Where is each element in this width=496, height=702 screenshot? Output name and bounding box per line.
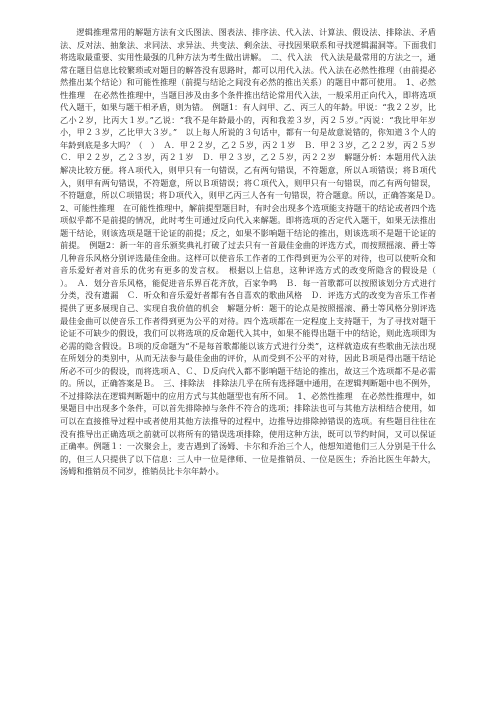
document-body: [60, 26, 453, 478]
body-paragraph: 逻辑推理常用的解题方法有文氏图法、图表法、排序法、代入法、计算法、假设法、排除法、矛盾法、反对法、抽象法、求同法、求异法、共变法、剩余法、寻找因果联系和寻找逻辑漏洞等。下面我们将选取最重要、实用性最强的几种方法为考生做出讲解。 二、代入法 代入法是最常用的方法之一，通常在题目信息比较繁琐或对题目的解答没有思路时，都可以用代入法。代入法在必然性推理（由前提必然推出某个结论）和可能性推理（前提与结论之间没有必然的推出关系）的题目中都可使用。 1、必然性推理 在必然性推理中，当题目涉及由多个条件推出结论常用代入法，一般采用正向代入，即将选项代入题干，如果与题干相矛盾，则为错。 例题1：有人问甲、乙、丙三人的年龄。甲说：“我２２岁，比乙小２岁，比丙大１岁。”乙说：“我不是年龄最小的，丙和我差３岁，丙２５岁。”丙说：“我比甲年岁小，甲２３岁，乙比甲大３岁。” 以上每人所说的３句话中，都有一句是故意说错的，你知道３个人的年龄到底是多大吗？（ ） Ａ．甲２２岁，乙２５岁，丙２１岁 Ｂ．甲２３岁，乙２２岁，丙２５岁 Ｃ．甲２２岁，乙２３岁，丙２１岁 Ｄ．甲２３岁，乙２５岁，丙２２岁 解题分析：本题用代入法解决比较方便。将Ａ项代入，则甲只有一句错误，乙有两句错误，不符题意，所以Ａ项错误；将Ｂ项代入，则甲有两句错误，不符题意，所以Ｂ项错误；将Ｃ项代入，则甲只有一句错误，而乙有两句错误，不符题意，所以Ｃ项错误；将Ｄ项代入，则甲乙丙三人各有一句错误，符合题意。所以，正确答案是Ｄ。 2、可能性推理 在可能性推理中，解前提型题目时，有时会出现多个选项能支持题干的结论或者四个选项似乎都不是前提的情况，此时考生可通过反向代入来解题。即将选项的否定代入题干，如果无法推出题干结论，则该选项是题干论证的前提；反之，如果不影响题干结论的推出，则该选项不是题干论证的前提。 例题2：新一年的音乐颁奖典礼打破了过去只有一首最佳金曲的评选方式，而按照摇滚、爵士等几种音乐风格分别评选最佳金曲。这样可以使音乐工作者的工作得到更为公平的对待，也可以使听众和音乐爱好者对音乐的优劣有更多的发言权。 根据以上信息，这种评选方式的改变所隐含的假设是（ ）。 Ａ．划分音乐风格，能促进音乐界百花齐放，百家争鸣 Ｂ．每一首歌都可以按照该划分方式进行分类，没有遗漏 Ｃ．听众和音乐爱好者都有各自喜欢的歌曲风格 Ｄ．评选方式的改变为音乐工作者提供了更多展现自己、实现自我价值的机会 解题分析：题干的论点是按照摇滚、爵士等风格分别评选最佳金曲可以使音乐工作者得到更为公平的对待。四个选项都在一定程度上支持题干，为了寻找对题干论证不可缺少的假设，我们可以将选项的反命题代入其中，如果不能得出题干中的结论，则此选项即为必需的隐含假设。Ｂ项的反命题为“不是每首歌都能以该方式进行分类”，这样就造成有些歌曲无法出现在所划分的类别中，从而无法参与最佳金曲的评价，从而受到不公平的对待，因此Ｂ项是得出题干结论所必不可少的假设，而将选项Ａ、Ｃ、Ｄ反向代入都不影响题干结论的推出，故这三个选项都不是必需的。所以，正确答案是Ｂ。 三、排除法 排除法几乎在所有选择题中通用，在逻辑判断题中也不例外，不过排除法在逻辑判断题中的应用方式与其他题型也有所不同。 1、必然性推理 在必然性推理中，如果题目中出现多个条件，可以首先排除掉与条件不符合的选项；排除法也可与其他方法相结合使用，如可以在直接推导过程中或者使用其他方法推导的过程中，边推导边排除掉错误的选项。有些题目往往在没有推导出正确选项之前就可以将所有的错误选项排除，使用这种方法，既可以节约时间，又可以保证正确率。例题１：一次聚会上，麦吉遇到了汤姆、卡尔和乔治三个人，他想知道他们三人分别是干什么的，但三人只提供了以下信息：三人中一位是律师、一位是推销员、一位是医生；乔治比医生年龄大，汤姆和推销员不同岁，推销员比卡尔年龄小。: [60, 27, 453, 477]
